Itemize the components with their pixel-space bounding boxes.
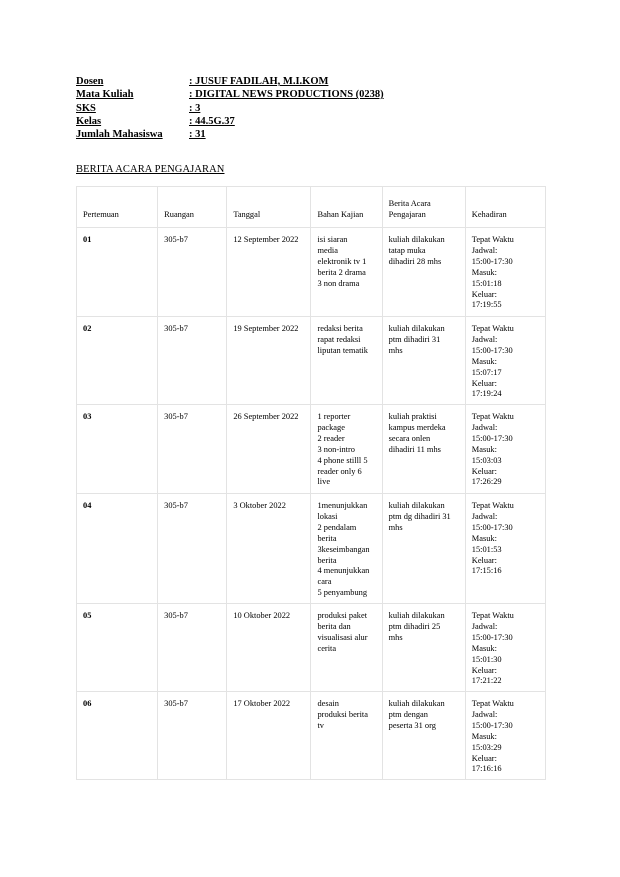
berita-acara-line: kuliah dilakukan [388,611,445,620]
kehadiran-line: Keluar: [471,665,497,675]
section-title: BERITA ACARA PENGAJARAN [76,164,225,175]
berita-acara-line: tatap muka [388,245,426,255]
berita-acara-line: kampus merdeka [388,422,446,432]
berita-acara-line: dihadiri 11 mhs [388,444,441,454]
bahan-kajian-line: produksi paket [317,611,368,620]
kehadiran-line: 17:19:55 [471,300,502,310]
bahan-kajian-line: 5 penyambung [317,588,368,598]
bahan-kajian-line: 4 phone stilll 5 [317,455,368,465]
header-ruangan: Ruangan [158,187,227,228]
kehadiran-line: 15:01:30 [471,654,502,664]
kehadiran-line: Jadwal: [471,422,498,432]
berita-acara-cell [382,228,465,317]
bahan-kajian-line: visualisasi alur [317,632,368,642]
kehadiran-line: 17:21:22 [471,676,502,686]
table-row [77,604,546,692]
kehadiran-line: Masuk: [471,267,497,277]
kehadiran-line: Masuk: [471,444,497,454]
berita-acara-cell [382,405,465,494]
dosen-value: : JUSUF FADILAH, M.I.KOM [189,76,329,87]
kehadiran-line: 17:15:16 [471,566,502,576]
kehadiran-line: Masuk: [471,533,497,543]
mata-kuliah-value: : DIGITAL NEWS PRODUCTIONS (0238) [189,89,384,101]
header-pertemuan: Pertemuan [77,187,158,228]
kehadiran-line: 15:07:17 [471,367,502,377]
bahan-kajian-line: berita 2 drama [317,267,366,277]
berita-acara-line: dihadiri 28 mhs [388,256,442,266]
berita-acara-cell [382,692,465,780]
bahan-kajian-line: 1 reporter [317,412,351,421]
kehadiran-line: Jadwal: [471,245,498,255]
tanggal-cell: 17 Oktober 2022 [227,692,311,780]
kehadiran-cell [465,604,545,692]
kehadiran-line: Jadwal: [471,334,498,344]
ruangan-cell: 305-b7 [158,405,227,494]
bahan-kajian-line: berita [317,533,337,543]
pertemuan-cell: 02 [77,317,158,405]
bahan-kajian-line: 3 non drama [317,278,360,288]
info-row-dosen [76,75,384,88]
bahan-kajian-line: 3keseimbangan [317,544,370,554]
table-row [77,317,546,405]
bahan-kajian-cell [311,494,382,604]
jumlah-mahasiswa-label: Jumlah Mahasiswa [76,129,163,141]
bahan-kajian-cell [311,317,382,405]
kehadiran-line: 15:00-17:30 [471,720,513,730]
pertemuan-cell: 03 [77,405,158,494]
table-row [77,228,546,317]
sks-label: SKS [76,102,96,114]
kehadiran-line: Keluar: [471,289,497,299]
kehadiran-line: 15:01:18 [471,278,502,288]
ruangan-cell: 305-b7 [158,494,227,604]
bahan-kajian-line: 2 pendalam [317,522,357,532]
kehadiran-line: Keluar: [471,378,497,388]
kehadiran-cell [465,494,545,604]
kehadiran-line: 15:03:03 [471,455,502,465]
kehadiran-line: 15:00-17:30 [471,632,513,642]
kehadiran-line: 15:01:53 [471,544,502,554]
bahan-kajian-line: rapat redaksi [317,334,361,344]
info-row-mata-kuliah [76,88,384,101]
kehadiran-line: Keluar: [471,753,497,763]
bahan-kajian-cell [311,604,382,692]
bahan-kajian-line: berita [317,555,337,565]
berita-acara-line: peserta 31 org [388,720,436,730]
pertemuan-cell: 05 [77,604,158,692]
berita-acara-line: ptm dihadiri 31 [388,334,441,344]
kelas-label: Kelas [76,115,102,127]
sks-value: : 3 [189,102,201,114]
berita-acara-cell [382,494,465,604]
berita-acara-line: mhs [388,632,403,642]
bahan-kajian-line: isi siaran [317,235,348,244]
bahan-kajian-line: redaksi berita [317,324,363,333]
kehadiran-line: 17:19:24 [471,389,502,399]
berita-acara-line: ptm dengan [388,709,428,719]
bahan-kajian-line: 1menunjukkan [317,501,368,510]
kehadiran-line: Masuk: [471,643,497,653]
kelas-value: : 44.5G.37 [189,115,235,127]
pertemuan-cell: 01 [77,228,158,317]
bahan-kajian-line: produksi berita [317,709,368,719]
jumlah-mahasiswa-value: : 31 [189,129,206,141]
bahan-kajian-line: tv [317,720,324,730]
kehadiran-line: Jadwal: [471,709,498,719]
bahan-kajian-cell [311,228,382,317]
attendance-table [76,186,546,780]
bahan-kajian-line: 4 menunjukkan [317,566,370,576]
kehadiran-line: Keluar: [471,555,497,565]
bahan-kajian-cell [311,405,382,494]
bahan-kajian-line: 2 reader [317,433,345,443]
kehadiran-line: Masuk: [471,731,497,741]
berita-acara-line: kuliah dilakukan [388,324,445,333]
berita-acara-cell [382,604,465,692]
bahan-kajian-line: desain [317,699,339,708]
ruangan-cell: 305-b7 [158,604,227,692]
kehadiran-line: 15:00-17:30 [471,433,513,443]
info-row-kelas [76,115,384,128]
kehadiran-line: Tepat Waktu [471,501,514,510]
kehadiran-line: 15:00-17:30 [471,256,513,266]
table-row [77,692,546,780]
table-header-row [77,187,546,228]
kehadiran-cell [465,692,545,780]
berita-acara-cell [382,317,465,405]
bahan-kajian-cell [311,692,382,780]
bahan-kajian-line: lokasi [317,511,338,521]
berita-acara-line: kuliah praktisi [388,412,437,421]
bahan-kajian-line: liputan tematik [317,345,368,355]
kehadiran-line: Masuk: [471,356,497,366]
tanggal-cell: 26 September 2022 [227,405,311,494]
berita-acara-line: kuliah dilakukan [388,235,445,244]
bahan-kajian-line: berita dan [317,621,351,631]
mata-kuliah-label: Mata Kuliah [76,89,134,101]
header-kehadiran: Kehadiran [465,187,545,228]
bahan-kajian-line: media [317,245,338,255]
ruangan-cell: 305-b7 [158,228,227,317]
kehadiran-line: 15:00-17:30 [471,522,513,532]
tanggal-cell: 19 September 2022 [227,317,311,405]
bahan-kajian-line: 3 non-intro [317,444,355,454]
bahan-kajian-line: cerita [317,643,337,653]
ruangan-cell: 305-b7 [158,692,227,780]
kehadiran-line: 15:00-17:30 [471,345,513,355]
bahan-kajian-line: reader only 6 [317,466,362,476]
pertemuan-cell: 04 [77,494,158,604]
table-body [77,228,546,780]
kehadiran-line: Keluar: [471,466,497,476]
berita-acara-line: kuliah dilakukan [388,699,445,708]
kehadiran-line: Tepat Waktu [471,699,514,708]
kehadiran-line: 17:16:16 [471,764,502,774]
table-row [77,494,546,604]
tanggal-cell: 3 Oktober 2022 [227,494,311,604]
info-row-jumlah-mahasiswa [76,128,384,141]
dosen-label: Dosen [76,76,104,87]
kehadiran-line: Tepat Waktu [471,324,514,333]
bahan-kajian-line: package [317,422,345,432]
kehadiran-line: 17:26:29 [471,477,502,487]
kehadiran-line: Jadwal: [471,621,498,631]
header-berita-acara: Berita Acara Pengajaran [382,187,465,228]
ruangan-cell: 305-b7 [158,317,227,405]
table-row [77,405,546,494]
tanggal-cell: 12 September 2022 [227,228,311,317]
kehadiran-line: Tepat Waktu [471,611,514,620]
kehadiran-line: 15:03:29 [471,742,502,752]
header-tanggal: Tanggal [227,187,311,228]
header-bahan-kajian: Bahan Kajian [311,187,382,228]
course-info [76,75,384,141]
berita-acara-line: secara onlen [388,433,431,443]
berita-acara-line: kuliah dilakukan [388,501,445,510]
berita-acara-line: mhs [388,345,403,355]
bahan-kajian-line: live [317,477,331,487]
info-row-sks [76,102,384,115]
kehadiran-cell [465,317,545,405]
berita-acara-line: ptm dg dihadiri 31 [388,511,451,521]
berita-acara-line: mhs [388,522,403,532]
bahan-kajian-line: cara [317,577,332,587]
tanggal-cell: 10 Oktober 2022 [227,604,311,692]
kehadiran-cell [465,228,545,317]
pertemuan-cell: 06 [77,692,158,780]
berita-acara-line: ptm dihadiri 25 [388,621,441,631]
kehadiran-line: Jadwal: [471,511,498,521]
kehadiran-line: Tepat Waktu [471,235,514,244]
kehadiran-cell [465,405,545,494]
kehadiran-line: Tepat Waktu [471,412,514,421]
bahan-kajian-line: elektronik tv 1 [317,256,367,266]
